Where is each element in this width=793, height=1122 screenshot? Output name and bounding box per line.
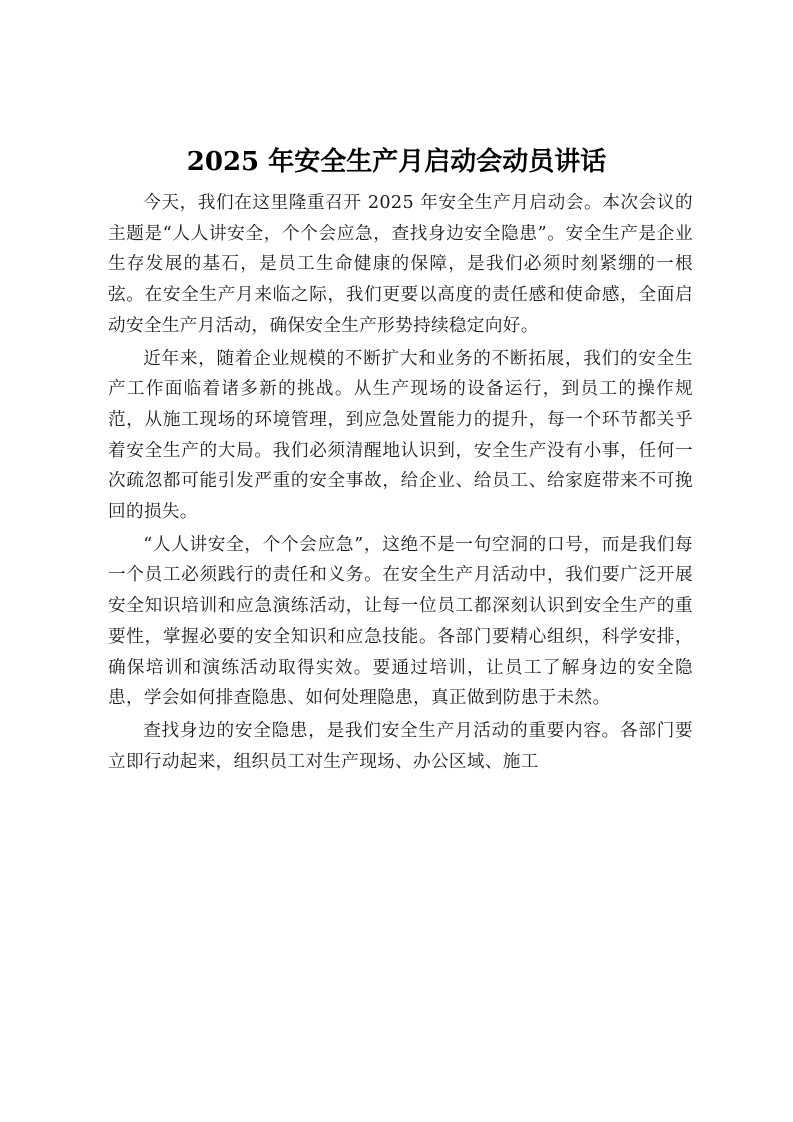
document-body [108, 188, 693, 777]
document-title: 2025 年安全生产月启动会动员讲话 [186, 147, 607, 177]
paragraph-3: “人人讲安全，个个会应急”，这绝不是一句空洞的口号，而是我们每一个员工必须践行的责任和义务。在安全生产月活动中，我们要广泛开展安全知识培训和应急演练活动，让每一位员工都深刻认识到安全生产的重要性，掌握必要的安全知识和应急技能。各部门要精心组织，科学安排，确保培训和演练活动取得实效。要通过培训，让员工了解身边的安全隐患，学会如何排查隐患、如何处理隐患，真正做到防患于未然。 [108, 534, 693, 709]
paragraph-2: 近年来，随着企业规模的不断扩大和业务的不断拓展，我们的安全生产工作面临着诸多新的挑战。从生产现场的设备运行，到员工的操作规范，从施工现场的环境管理，到应急处置能力的提升，每一个环节都关乎着安全生产的大局。我们必须清醒地认识到，安全生产没有小事，任何一次疏忽都可能引发严重的安全事故，给企业、给员工、给家庭带来不可挽回的损失。 [108, 348, 693, 523]
paragraph-4: 查找身边的安全隐患，是我们安全生产月活动的重要内容。各部门要立即行动起来，组织员工对生产现场、办公区域、施工 [108, 720, 693, 772]
paragraph-1: 今天，我们在这里隆重召开 2025 年安全生产月启动会。本次会议的主题是“人人讲安全，个个会应急，查找身边安全隐患”。安全生产是企业生存发展的基石，是员工生命健康的保障，是我们必须时刻紧绷的一根弦。在安全生产月来临之际，我们更要以高度的责任感和使命感，全面启动安全生产月活动，确保安全生产形势持续稳定向好。 [108, 193, 693, 336]
